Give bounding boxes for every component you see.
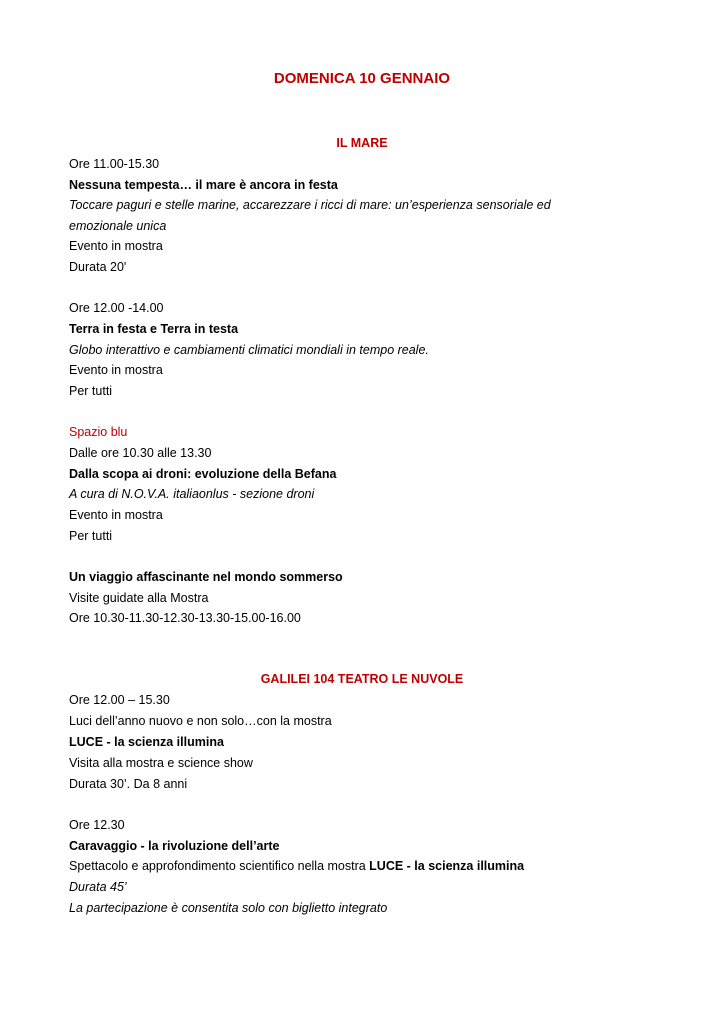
event-type: Evento in mostra xyxy=(69,239,163,253)
event-audience: Per tutti xyxy=(69,529,113,543)
section-heading-galilei: GALILEI 104 TEATRO LE NUVOLE xyxy=(260,672,464,686)
event-time: Ore 12.00 -14.00 xyxy=(69,301,164,315)
event-description: Globo interattivo e cambiamenti climatici mondiali in tempo reale. xyxy=(69,343,429,357)
event-times: Ore 10.30-11.30-12.30-13.30-15.00-16.00 xyxy=(69,611,301,625)
event-title: Dalla scopa ai droni: evoluzione della Befana xyxy=(69,467,337,481)
event-description: Toccare paguri e stelle marine, accarezzare i ricci di mare: un’esperienza sensoriale ed xyxy=(69,198,551,212)
event-place: Spazio blu xyxy=(69,425,128,439)
event-time: Dalle ore 10.30 alle 13.30 xyxy=(69,446,212,460)
event-title: Un viaggio affascinante nel mondo sommerso xyxy=(69,570,343,584)
event-time: Ore 12.00 – 15.30 xyxy=(69,693,170,707)
event-time: Ore 11.00-15.30 xyxy=(69,157,160,171)
event-title: Nessuna tempesta… il mare è ancora in festa xyxy=(69,178,338,192)
event-title: LUCE - la scienza illumina xyxy=(69,735,224,749)
event-description-cont: emozionale unica xyxy=(69,219,167,233)
section-heading-il-mare: IL MARE xyxy=(336,136,388,150)
event-duration: Durata 20' xyxy=(69,260,127,274)
event-title: Caravaggio - la rivoluzione dell’arte xyxy=(69,839,280,853)
event-time: Ore 12.30 xyxy=(69,818,125,832)
event-description xyxy=(69,858,524,874)
event-note: La partecipazione è consentita solo con biglietto integrato xyxy=(69,901,388,915)
event-description: A cura di N.O.V.A. italiaonlus - sezione droni xyxy=(69,487,315,501)
event-description-highlight: LUCE - la scienza illumina xyxy=(369,859,525,873)
event-title: Terra in festa e Terra in testa xyxy=(69,322,239,336)
event-duration: Durata 45’ xyxy=(69,880,127,894)
event-type: Evento in mostra xyxy=(69,363,163,377)
event-type: Visita alla mostra e science show xyxy=(69,756,253,770)
event-type: Evento in mostra xyxy=(69,508,163,522)
event-duration: Durata 30’. Da 8 anni xyxy=(69,777,188,791)
event-type: Visite guidate alla Mostra xyxy=(69,591,209,605)
event-audience: Per tutti xyxy=(69,384,113,398)
event-description-text: Spettacolo e approfondimento scientifico nella mostra xyxy=(69,859,370,873)
event-intro: Luci dell’anno nuovo e non solo…con la mostra xyxy=(69,714,332,728)
page-title: DOMENICA 10 GENNAIO xyxy=(273,70,451,87)
